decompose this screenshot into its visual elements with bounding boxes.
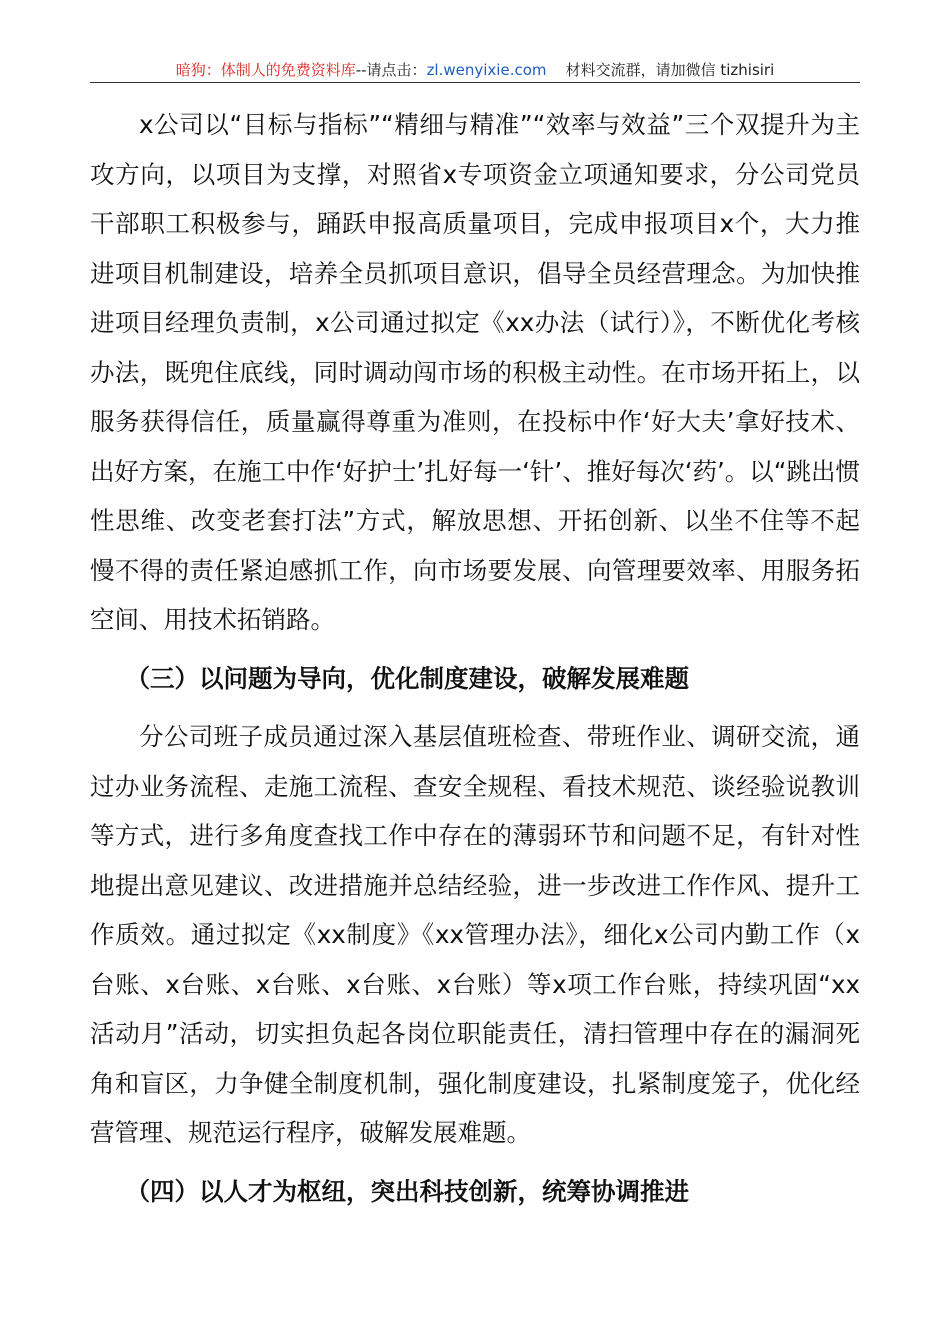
paragraph-project-promotion: x公司以“目标与指标”“精细与精准”“效率与效益”三个双提升为主攻方向，以项目为支撑，对照省x专项资金立项通知要求，分公司党员干部职工积极参与，踊跃申报高质量项目，完成申报项目x个，大力推进项目机制建设，培养全员抓项目意识，倡导全员经营理念。为加快推进项目经理负责制，x公司通过拟定《xx办法（试行）》，不断优化考核办法，既兜住底线，同时调动闯市场的积极主动性。在市场开拓上，以服务获得信任，质量赢得尊重为准则，在投标中作‘好大夫’拿好技术、出好方案，在施工中作‘好护士’扎好每一‘针’、推好每次‘药’。以“跳出惯性思维、改变老套打法”方式，解放思想、开拓创新、以坐不住等不起慢不得的责任紧迫感抓工作，向市场要发展、向管理要效率、用服务拓空间、用技术拓销路。 [90, 110, 860, 634]
spacer [90, 703, 860, 712]
header-click-prompt: --请点击： [355, 61, 427, 79]
header-wechat-note: 材料交流群，请加微信 tizhisiri [565, 61, 775, 79]
header-divider [90, 82, 860, 83]
page-header [90, 58, 860, 82]
spacer [90, 1158, 860, 1167]
spacer [90, 645, 860, 654]
section-heading-four: （四）以人才为枢纽，突出科技创新，统筹协调推进 [125, 1176, 690, 1206]
section-heading-three: （三）以问题为导向，优化制度建设，破解发展难题 [125, 663, 690, 693]
header-site-name: 暗狗：体制人的免费资料库 [175, 61, 356, 79]
header-url-link[interactable]: zl.wenyixie.com [426, 61, 547, 79]
document-body [90, 100, 860, 1216]
paragraph-system-building: 分公司班子成员通过深入基层值班检查、带班作业、调研交流，通过办业务流程、走施工流程、查安全规程、看技术规范、谈经验说教训等方式，进行多角度查找工作中存在的薄弱环节和问题不足，有针对性地提出意见建议、改进措施并总结经验，进一步改进工作作风、提升工作质效。通过拟定《xx制度》《xx管理办法》，细化x公司内勤工作（x台账、x台账、x台账、x台账、x台账）等x项工作台账，持续巩固“xx活动月”活动，切实担负起各岗位职能责任，清扫管理中存在的漏洞死角和盲区，力争健全制度机制，强化制度建设，扎紧制度笼子，优化经营管理、规范运行程序，破解发展难题。 [90, 722, 860, 1147]
